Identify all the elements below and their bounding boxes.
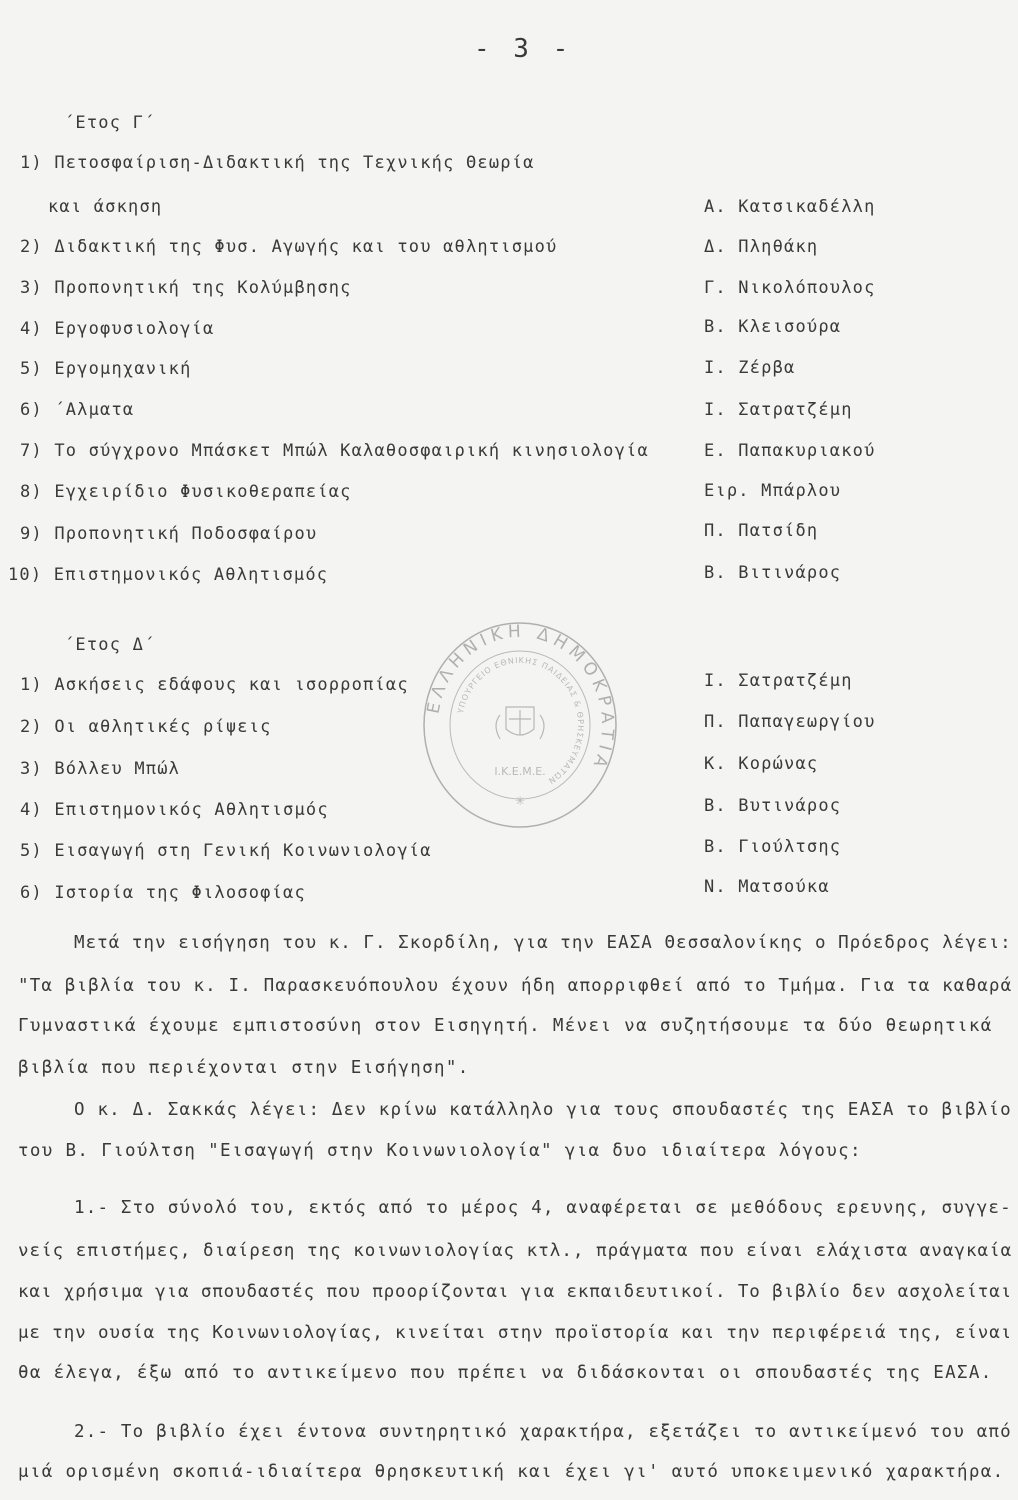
stamp-inner-text: ΥΠΟΥΡΓΕΙΟ ΕΘΝΙΚΗΣ ΠΑΙΔΕΙΑΣ & ΘΡΗΣΚΕΥΜΑΤΩΝ bbox=[456, 655, 586, 786]
course-d5 bbox=[20, 840, 432, 862]
course-author: Π. Παπαγεωργίου bbox=[704, 712, 876, 732]
course-author: Δ. Πληθάκη bbox=[704, 237, 819, 257]
body-line-7: 1.- Στο σύνολό του, εκτός από το μέρος 4, αναφέρεται σε μεθόδους ερευνης, συγγε- bbox=[74, 1198, 1012, 1218]
course-c4 bbox=[20, 318, 214, 340]
page-number: - 3 - bbox=[474, 34, 573, 64]
body-line-5: Ο κ. Δ. Σακκάς λέγει: Δεν κρίνω κατάλληλο για τους σπουδαστές της ΕΑΣΑ το βιβλίο bbox=[74, 1100, 1012, 1120]
body-line-4: βιβλία που περιέχονται στην Εισήγηση". bbox=[18, 1058, 470, 1078]
course-title: Πετοσφαίριση-Διδακτική της Τεχνικής Θεωρία bbox=[54, 153, 535, 173]
course-number: 3) bbox=[20, 278, 43, 298]
course-number: 7) bbox=[20, 441, 43, 461]
course-title: Βόλλευ Μπώλ bbox=[54, 759, 181, 779]
course-title: Ιστορία της Φιλοσοφίας bbox=[54, 883, 306, 903]
course-c6 bbox=[20, 399, 134, 421]
stamp-outer-text: ΕΛΛΗΝΙΚΗ ΔΗΜΟΚΡΑΤΙΑ bbox=[423, 621, 618, 775]
course-title: Διδακτική της Φυσ. Αγωγής και του αθλητισμού bbox=[54, 237, 558, 257]
body-line-1: Μετά την εισήγηση του κ. Γ. Σκορδίλη, για την ΕΑΣΑ Θεσσαλονίκης ο Πρόεδρος λέγει: bbox=[74, 933, 1012, 953]
course-title: Το σύγχρονο Μπάσκετ Μπώλ Καλαθοσφαιρική κινησιολογία bbox=[54, 441, 649, 461]
course-d1 bbox=[20, 674, 409, 696]
course-c3 bbox=[20, 277, 352, 299]
course-c1 bbox=[20, 152, 535, 174]
body-line-6: του Β. Γιούλτση "Εισαγωγή στην Κοινωνιολογία" για δυο ιδιαίτερα λόγους: bbox=[18, 1141, 862, 1161]
course-title: Οι αθλητικές ρίψεις bbox=[54, 717, 272, 737]
course-d3 bbox=[20, 758, 180, 780]
course-title: Επιστημονικός Αθλητισμός bbox=[53, 565, 329, 585]
course-c5 bbox=[20, 358, 192, 380]
course-title: Προπονητική της Κολύμβησης bbox=[54, 278, 352, 298]
course-d4 bbox=[20, 799, 329, 821]
body-line-3: Γυμναστικά έχουμε εμπιστοσύνη στον Εισηγητή. Μένει να συζητήσουμε τα δύο θεωρητικά bbox=[18, 1016, 993, 1036]
course-author: Γ. Νικολόπουλος bbox=[704, 278, 876, 298]
body-line-9: και χρήσιμα για σπουδαστές που προορίζονται για εκπαιδευτικοί. Το βιβλίο δεν ασχολείται bbox=[18, 1282, 1013, 1302]
course-title: Εγχειρίδιο Φυσικοθεραπείας bbox=[54, 482, 352, 502]
course-author: Ι. Σατρατζέμη bbox=[704, 671, 853, 691]
body-line-12: 2.- Το βιβλίο έχει έντονα συντηρητικό χαρακτήρα, εξετάζει το αντικείμενό του από bbox=[74, 1422, 1012, 1442]
course-number: 5) bbox=[20, 841, 43, 861]
course-number: 4) bbox=[20, 800, 43, 820]
course-number: 10) bbox=[8, 565, 43, 585]
year-d-heading: ΄Ετος Δ΄ bbox=[64, 635, 156, 655]
course-title: Εισαγωγή στη Γενική Κοινωνιολογία bbox=[54, 841, 432, 861]
coat-of-arms-icon bbox=[496, 707, 544, 739]
body-line-11: θα έλεγα, έξω από το αντικείμενο που πρέπει να διδάσκονται οι σπουδαστές της ΕΑΣΑ. bbox=[18, 1363, 993, 1383]
stamp-star-icon: ✳ bbox=[514, 794, 526, 808]
course-number: 6) bbox=[20, 883, 43, 903]
course-title: Ασκήσεις εδάφους και ισορροπίας bbox=[54, 675, 409, 695]
course-number: 5) bbox=[20, 359, 43, 379]
course-d6 bbox=[20, 882, 306, 904]
course-title: ΄Αλματα bbox=[54, 400, 135, 420]
course-number: 2) bbox=[20, 717, 43, 737]
course-c10 bbox=[8, 564, 328, 586]
course-author: Ι. Σατρατζέμη bbox=[704, 400, 853, 420]
course-title: Εργοφυσιολογία bbox=[54, 319, 215, 339]
course-number: 3) bbox=[20, 759, 43, 779]
course-author: Β. Γιούλτσης bbox=[704, 837, 842, 857]
year-c-heading: ΄Ετος Γ΄ bbox=[64, 113, 156, 133]
course-author: Β. Βυτινάρος bbox=[704, 796, 842, 816]
course-d2 bbox=[20, 716, 272, 738]
course-c2 bbox=[20, 236, 557, 258]
course-number: 2) bbox=[20, 237, 43, 257]
course-number: 1) bbox=[20, 153, 43, 173]
course-number: 1) bbox=[20, 675, 43, 695]
body-line-10: με την ουσία της Κοινωνιολογίας, κινείται στην προϊστορία και την περιφέρειά της, είναι bbox=[18, 1323, 1013, 1343]
course-author: Π. Πατσίδη bbox=[704, 521, 819, 541]
course-c7 bbox=[20, 440, 649, 462]
course-c9 bbox=[20, 523, 317, 545]
course-author: Ε. Παπακυριακού bbox=[704, 441, 876, 461]
course-author: Κ. Κορώνας bbox=[704, 754, 819, 774]
official-stamp bbox=[420, 615, 620, 830]
course-author: Ν. Ματσούκα bbox=[704, 877, 830, 897]
course-c8 bbox=[20, 481, 352, 503]
course-author: Α. Κατσικαδέλλη bbox=[704, 197, 876, 217]
stamp-bottom-text: Ι.Κ.Ε.Μ.Ε. bbox=[494, 765, 546, 778]
course-author: Β. Βιτινάρος bbox=[704, 563, 842, 583]
course-title-continuation: και άσκηση bbox=[48, 197, 163, 217]
course-number: 4) bbox=[20, 319, 43, 339]
course-author: Β. Κλεισούρα bbox=[704, 317, 842, 337]
course-author: Ειρ. Μπάρλου bbox=[704, 481, 842, 501]
course-title: Εργομηχανική bbox=[54, 359, 192, 379]
course-title: Επιστημονικός Αθλητισμός bbox=[54, 800, 329, 820]
course-number: 6) bbox=[20, 400, 43, 420]
body-line-13: μιά ορισμένη σκοπιά-ιδιαίτερα θρησκευτική και έχει γι' αυτό υποκειμενικό χαρακτήρα. bbox=[18, 1462, 1005, 1482]
body-line-8: νείς επιστήμες, διαίρεση της κοινωνιολογίας κτλ., πράγματα που είναι ελάχιστα αναγκαία bbox=[18, 1241, 1013, 1261]
course-author: Ι. Ζέρβα bbox=[704, 358, 796, 378]
course-number: 9) bbox=[20, 524, 43, 544]
course-number: 8) bbox=[20, 482, 43, 502]
body-line-2: "Τα βιβλία του κ. Ι. Παρασκευόπουλου έχουν ήδη απορριφθεί από το Τμήμα. Για τα καθαρά bbox=[18, 976, 1013, 996]
course-title: Προπονητική Ποδοσφαίρου bbox=[54, 524, 318, 544]
